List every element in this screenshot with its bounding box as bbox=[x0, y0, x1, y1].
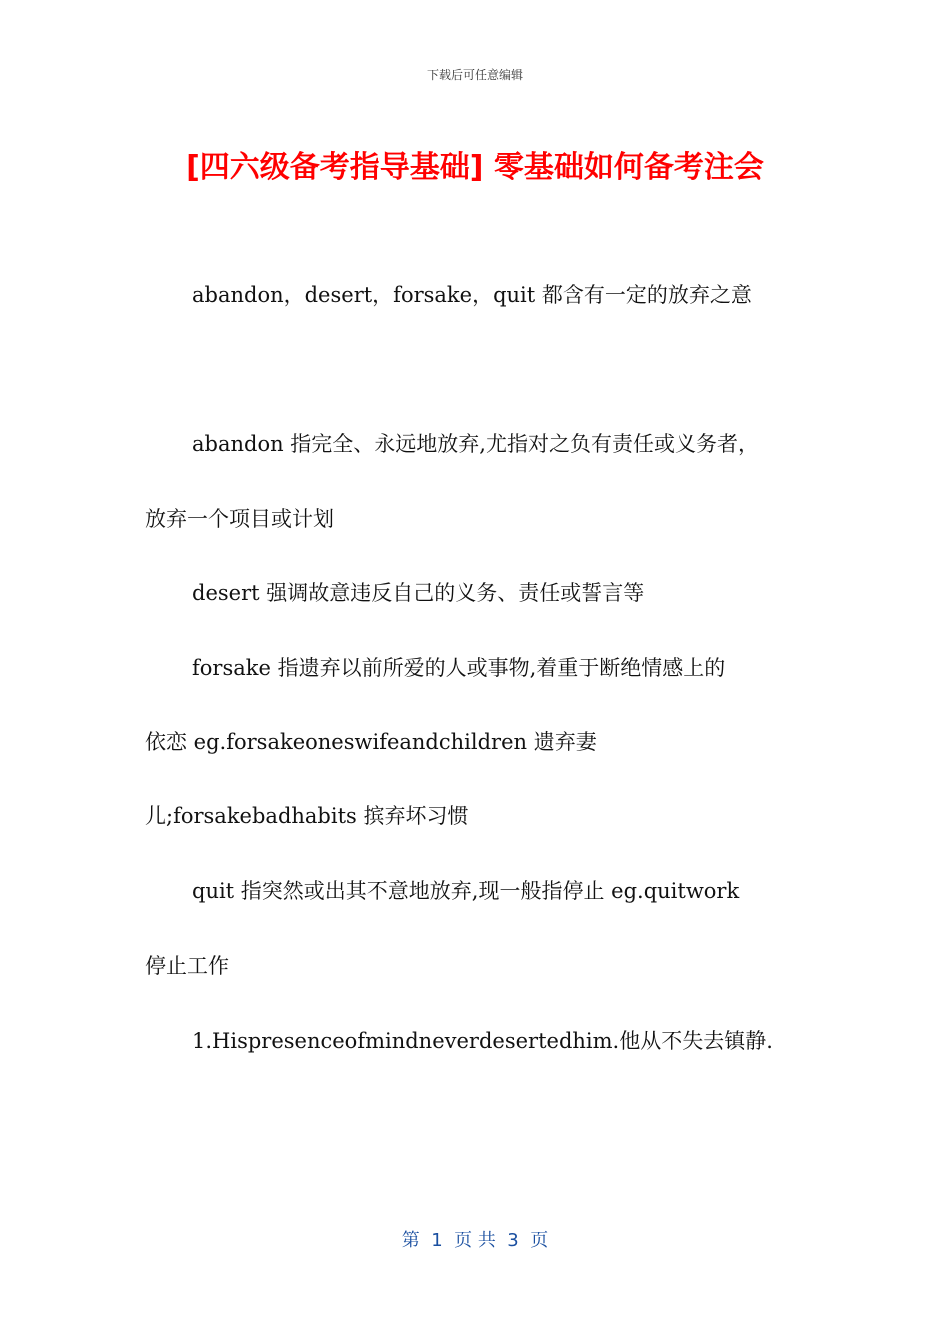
paragraph-line-10: 1.Hispresenceofmindneverdesertedhim.他从不失去镇静. bbox=[192, 1029, 773, 1053]
document-title: [四六级备考指导基础] 零基础如何备考注会 bbox=[186, 150, 764, 185]
paragraph-line-5: forsake 指遗弃以前所爱的人或事物,着重于断绝情感上的 bbox=[192, 656, 726, 680]
paragraph-line-1: abandon，desert，forsake，quit 都含有一定的放弃之意 bbox=[192, 283, 752, 307]
paragraph-line-3: 放弃一个项目或计划 bbox=[145, 507, 334, 531]
page-number-footer: 第 1 页 共 3 页 bbox=[401, 1230, 549, 1251]
paragraph-line-2: abandon 指完全、永远地放弃,尤指对之负有责任或义务者， bbox=[192, 432, 759, 456]
paragraph-line-7: 儿;forsakebadhabits 摈弃坏习惯 bbox=[145, 804, 469, 828]
paragraph-line-9: 停止工作 bbox=[145, 954, 229, 978]
header-note: 下载后可任意编辑 bbox=[426, 68, 523, 82]
paragraph-line-6: 依恋 eg.forsakeoneswifeandchildren 遗弃妻 bbox=[145, 730, 597, 754]
paragraph-line-4: desert 强调故意违反自己的义务、责任或誓言等 bbox=[192, 581, 645, 605]
paragraph-line-8: quit 指突然或出其不意地放弃,现一般指停止 eg.quitwork bbox=[192, 879, 740, 903]
